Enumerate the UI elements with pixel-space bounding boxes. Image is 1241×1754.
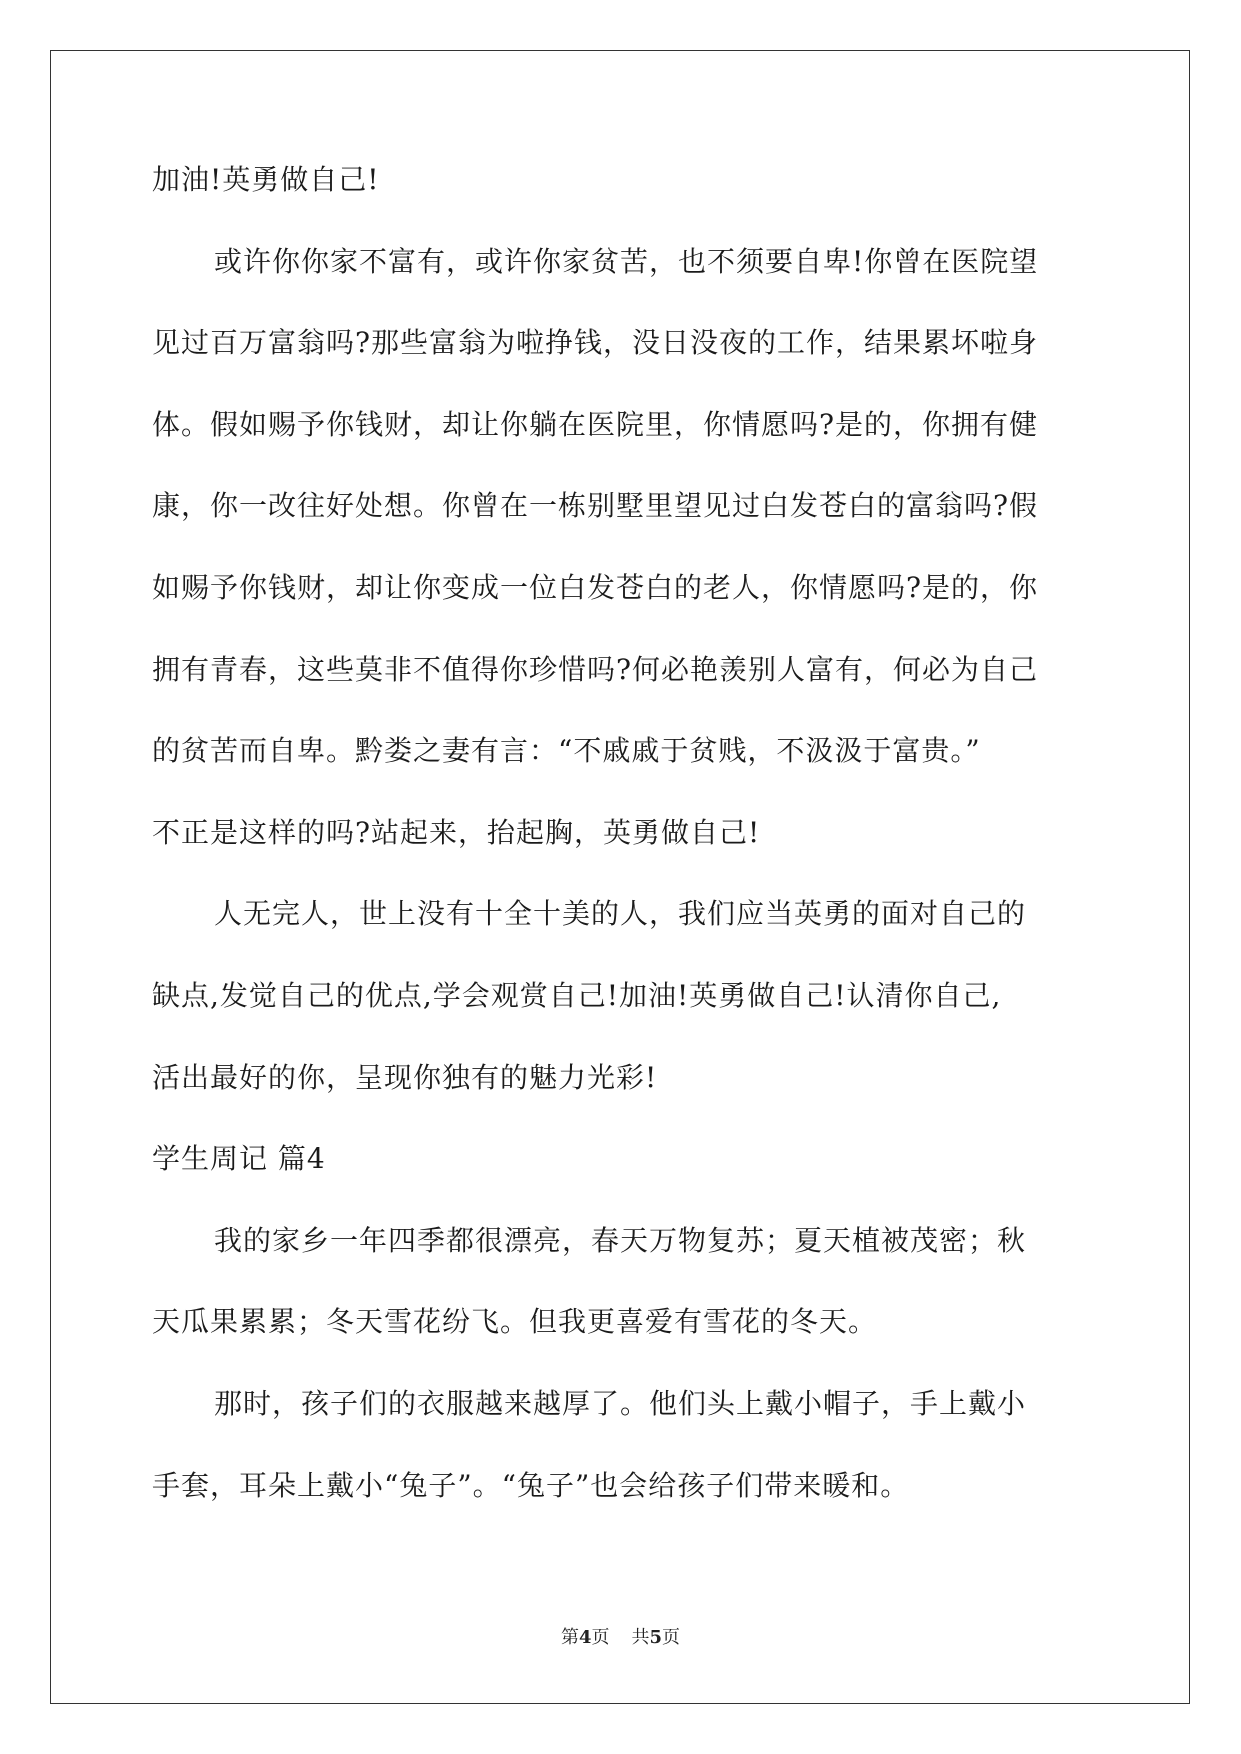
page-prefix: 第 <box>560 1627 579 1648</box>
text-line: 拥有青春，这些莫非不值得你珍惜吗?何必艳羡别人富有，何必为自己 <box>152 652 1039 686</box>
total-suffix: 页 <box>662 1627 681 1648</box>
text-line: 天瓜果累累；冬天雪花纷飞。但我更喜爱有雪花的冬天。 <box>152 1305 878 1339</box>
text-line: 人无完人，世上没有十全十美的人，我们应当英勇的面对自己的 <box>214 897 1027 931</box>
page-suffix: 页 <box>591 1627 610 1648</box>
text-line: 体。假如赐予你钱财，却让你躺在医院里，你情愿吗?是的，你拥有健 <box>152 407 1039 441</box>
text-line: 不正是这样的吗?站起来，抬起胸，英勇做自己! <box>152 815 761 849</box>
text-line: 那时，孩子们的衣服越来越厚了。他们头上戴小帽子，手上戴小 <box>214 1386 1027 1420</box>
text-line: 手套，耳朵上戴小“兔子”。“兔子”也会给孩子们带来暖和。 <box>152 1468 910 1502</box>
total-prefix: 共 <box>631 1627 650 1648</box>
text-line: 加油!英勇做自己! <box>152 163 380 196</box>
text-line: 见过百万富翁吗?那些富翁为啦挣钱，没日没夜的工作，结果累坏啦身 <box>152 326 1039 360</box>
text-line: 我的家乡一年四季都很漂亮，春天万物复苏；夏天植被茂密；秋 <box>214 1223 1027 1257</box>
text-line: 活出最好的你，呈现你独有的魅力光彩! <box>152 1060 658 1094</box>
section-heading: 学生周记 篇4 <box>152 1142 326 1176</box>
text-line: 的贫苦而自卑。黔娄之妻有言：“不戚戚于贫贱，不汲汲于富贵。” <box>152 734 981 768</box>
text-line: 或许你你家不富有，或许你家贫苦，也不须要自卑!你曾在医院望 <box>214 244 1039 278</box>
total-page-number: 5 <box>649 1627 663 1648</box>
current-page-number: 4 <box>578 1627 592 1648</box>
text-line: 缺点,发觉自己的优点,学会观赏自己!加油!英勇做自己!认清你自己, <box>152 978 1002 1012</box>
page-footer <box>0 1626 1241 1650</box>
text-line: 如赐予你钱财，却让你变成一位白发苍白的老人，你情愿吗?是的，你 <box>152 570 1039 604</box>
text-line: 康，你一改往好处想。你曾在一栋别墅里望见过白发苍白的富翁吗?假 <box>152 489 1039 523</box>
document-body <box>152 160 1090 1547</box>
